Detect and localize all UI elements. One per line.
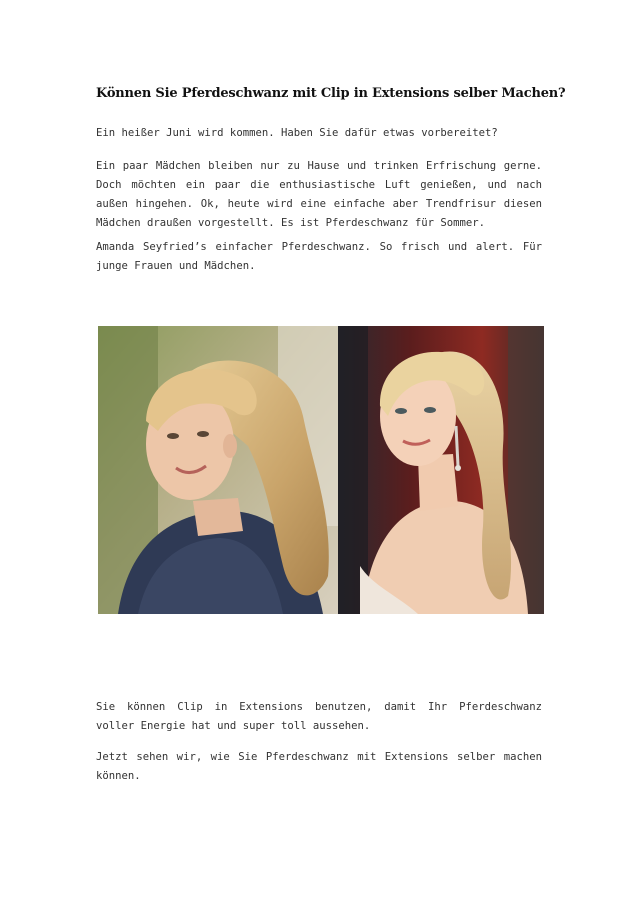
paragraph-amanda: Amanda Seyfried’s einfacher Pferdeschwanz. So frisch und alert. Für junge Frauen und Mädchen. bbox=[96, 241, 542, 272]
paragraph-summer: Ein paar Mädchen bleiben nur zu Hause und trinken Erfrischung gerne. Doch möchten ein paar die enthusiastische Luft genießen, und nach außen hingehen. Ok, heute wird eine einfache aber Trendfrisur diesen Mädchen draußen vorgestellt. Es ist Pferdeschwanz für Sommer. bbox=[96, 160, 542, 229]
paragraph-extensions: Sie können Clip in Extensions benutzen, damit Ihr Pferdeschwanz voller Energie hat und super toll aussehen. bbox=[96, 701, 542, 732]
document-title: Können Sie Pferdeschwanz mit Clip in Extensions selber Machen? bbox=[96, 86, 566, 101]
paragraph-how-to: Jetzt sehen wir, wie Sie Pferdeschwanz mit Extensions selber machen können. bbox=[96, 751, 542, 782]
photo-left bbox=[98, 326, 338, 614]
photo-right bbox=[338, 326, 544, 614]
paragraph-intro: Ein heißer Juni wird kommen. Haben Sie dafür etwas vorbereitet? bbox=[96, 127, 498, 139]
ponytail-photos bbox=[98, 326, 544, 614]
